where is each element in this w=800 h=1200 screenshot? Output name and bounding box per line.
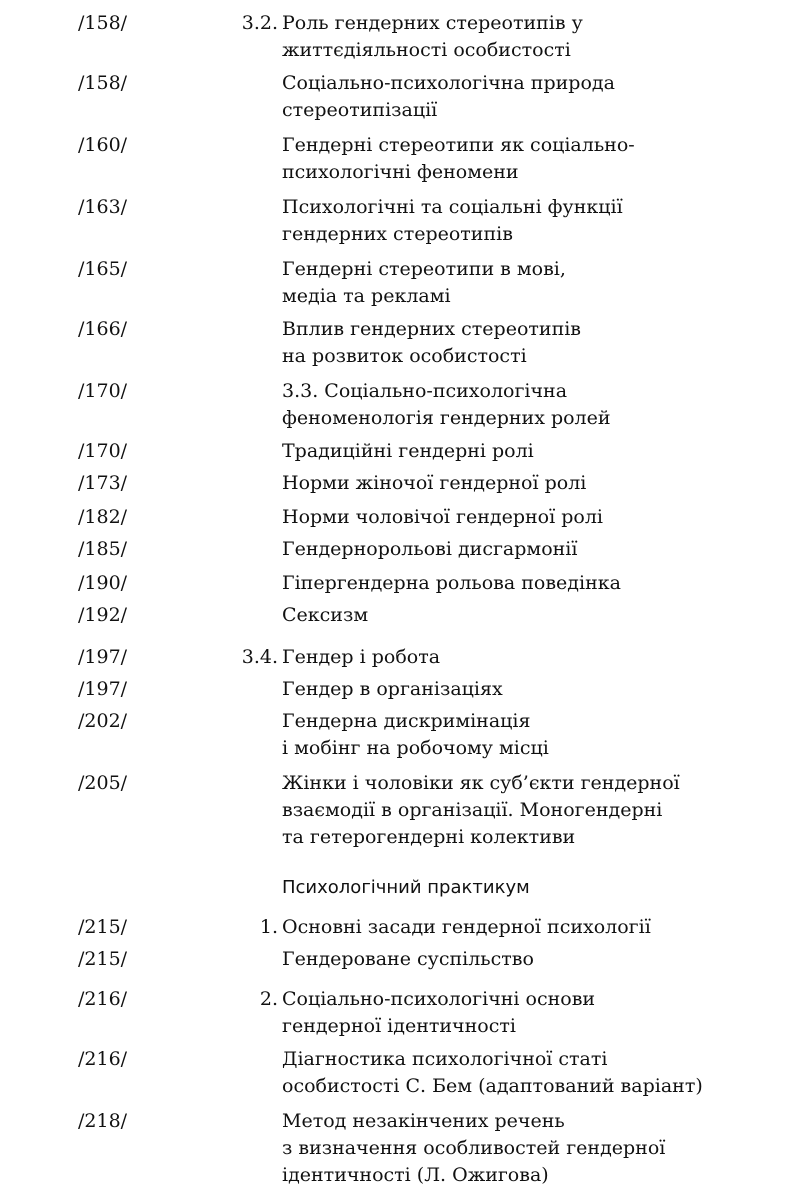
toc-entry-title: Гендернорольові дисгармонії <box>282 538 578 560</box>
toc-entry-title: Гіпергендерна рольова поведінка <box>282 572 621 594</box>
toc-page-number: /205/ <box>78 772 128 794</box>
toc-page-number: /166/ <box>78 318 128 340</box>
toc-page-number: /197/ <box>78 678 128 700</box>
toc-entry-title: Гендерна дискримінація і мобінг на робочому місці <box>282 710 549 759</box>
toc-entry-title: Соціально-психологічна природа стереотипізації <box>282 72 615 121</box>
toc-page-number: /160/ <box>78 134 128 156</box>
toc-page-number: /215/ <box>78 948 128 970</box>
toc-entry-title: Метод незакінчених речень з визначення особливостей гендерної ідентичності (Л. Ожигова) <box>282 1110 666 1186</box>
toc-page-number: /215/ <box>78 916 128 938</box>
toc-entry-title: Гендероване суспільство <box>282 948 534 970</box>
toc-page-number: /165/ <box>78 258 128 280</box>
toc-entry-title: Норми жіночої гендерної ролі <box>282 472 587 494</box>
toc-section-number: 3.2. <box>241 12 278 34</box>
toc-entry-title: Психологічні та соціальні функції гендерних стереотипів <box>282 196 623 245</box>
toc-page-number: /182/ <box>78 506 128 528</box>
toc-entry-title: Сексизм <box>282 604 369 626</box>
toc-page-number: /170/ <box>78 440 128 462</box>
toc-page-number: /197/ <box>78 646 128 668</box>
toc-entry-title: Гендер і робота <box>282 646 441 668</box>
section-heading: Психологічний практикум <box>282 877 530 898</box>
toc-entry-title: Гендерні стереотипи як соціально- психологічні феномени <box>282 134 635 183</box>
toc-page-number: /170/ <box>78 380 128 402</box>
toc-page-number: /216/ <box>78 1048 128 1070</box>
toc-section-number: 1. <box>259 916 278 938</box>
toc-entry-title: Соціально-психологічні основи гендерної ідентичності <box>282 988 596 1037</box>
toc-page-number: /163/ <box>78 196 128 218</box>
toc-page-number: /158/ <box>78 12 128 34</box>
toc-entry-title: Основні засади гендерної психології <box>282 916 651 938</box>
toc-entry-title: Норми чоловічої гендерної ролі <box>282 506 603 528</box>
toc-entry-title: Гендерні стереотипи в мові, медіа та рекламі <box>282 258 566 307</box>
toc-entry-title: Діагностика психологічної статі особистості С. Бем (адаптований варіант) <box>282 1048 703 1097</box>
toc-page-number: /158/ <box>78 72 128 94</box>
toc-page-number: /185/ <box>78 538 128 560</box>
toc-section-number: 2. <box>259 988 278 1010</box>
toc-section-number: 3.4. <box>241 646 278 668</box>
toc-page-number: /216/ <box>78 988 128 1010</box>
toc-page-number: /218/ <box>78 1110 128 1132</box>
toc-page-number: /202/ <box>78 710 128 732</box>
toc-entry-title: 3.3. Соціально-психологічна феноменологія гендерних ролей <box>282 380 611 429</box>
toc-page-number: /173/ <box>78 472 128 494</box>
toc-page-number: /192/ <box>78 604 128 626</box>
toc-entry-title: Традиційні гендерні ролі <box>282 440 534 462</box>
toc-entry-title: Гендер в організаціях <box>282 678 503 700</box>
toc-page-number: /190/ <box>78 572 128 594</box>
toc-entry-title: Вплив гендерних стереотипів на розвиток особистості <box>282 318 581 367</box>
toc-entry-title: Роль гендерних стереотипів у життєдіяльності особистості <box>282 12 583 61</box>
toc-entry-title: Жінки і чоловіки як суб’єкти гендерної взаємодії в організації. Моногендерні та гетерогендерні колективи <box>282 772 680 848</box>
